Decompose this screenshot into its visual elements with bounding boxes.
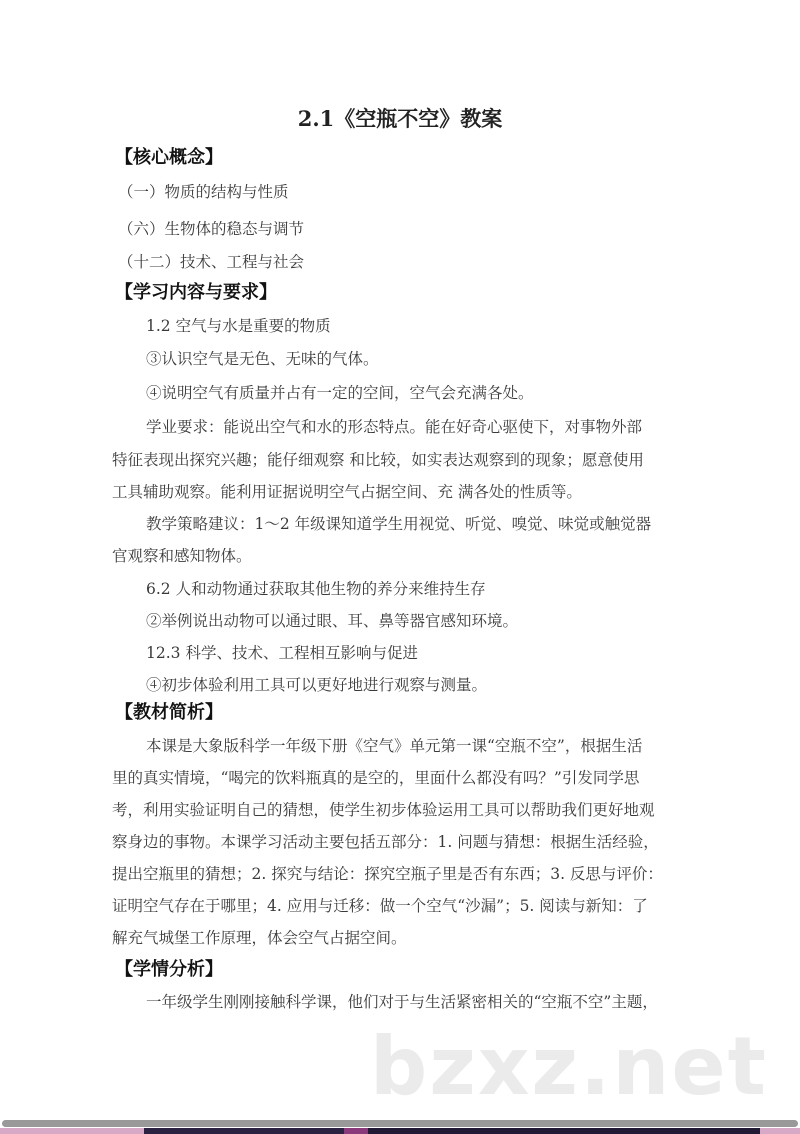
heading-learning-content: 【学习内容与要求】 xyxy=(115,282,277,303)
content-line: 教学策略建议：1～2 年级课知道学生用视觉、听觉、嗅觉、味觉或触觉器 xyxy=(146,515,652,533)
textbook-line: 提出空瓶里的猜想；2. 探究与结论：探究空瓶子里是否有东西；3. 反思与评价： xyxy=(112,865,663,883)
page-title: 2.1《空瓶不空》教案 xyxy=(297,106,503,131)
textbook-line: 里的真实情境，“喝完的饮料瓶真的是空的，里面什么都没有吗？”引发同学思 xyxy=(112,769,640,787)
textbook-line: 察身边的事物。本课学习活动主要包括五部分：1. 问题与猜想：根据生活经验， xyxy=(112,833,659,851)
content-line: 特征表现出探究兴趣；能仔细观察 和比较，如实表达观察到的现象；愿意使用 xyxy=(112,451,644,469)
content-line: ②举例说出动物可以通过眼、耳、鼻等器官感知环境。 xyxy=(146,612,519,630)
horizontal-scrollbar[interactable] xyxy=(2,1120,798,1127)
content-line: 6.2 人和动物通过获取其他生物的养分来维持生存 xyxy=(146,580,486,598)
student-line: 一年级学生刚刚接触科学课，他们对于与生活紧密相关的“空瓶不空”主题， xyxy=(146,993,658,1011)
textbook-line: 证明空气存在于哪里；4. 应用与迁移：做一个空气“沙漏”；5. 阅读与新知：了 xyxy=(112,897,648,915)
background-image-strip xyxy=(0,1128,800,1134)
textbook-line: 本课是大象版科学一年级下册《空气》单元第一课“空瓶不空”，根据生活 xyxy=(146,737,643,755)
content-line: 1.2 空气与水是重要的物质 xyxy=(146,317,331,335)
content-line: 官观察和感知物体。 xyxy=(112,547,252,565)
core-item: （六）生物体的稳态与调节 xyxy=(118,220,305,238)
core-item: （一）物质的结构与性质 xyxy=(118,183,289,201)
content-line: ④说明空气有质量并占有一定的空间，空气会充满各处。 xyxy=(146,384,534,402)
watermark: bzxz.net xyxy=(370,1020,768,1113)
heading-student-analysis: 【学情分析】 xyxy=(115,959,223,980)
content-line: 工具辅助观察。能利用证据说明空气占据空间、充 满各处的性质等。 xyxy=(112,483,582,501)
content-line: ③认识空气是无色、无味的气体。 xyxy=(146,350,379,368)
heading-textbook-analysis: 【教材简析】 xyxy=(115,702,223,723)
heading-core-concepts: 【核心概念】 xyxy=(115,147,223,168)
content-line: 12.3 科学、技术、工程相互影响与促进 xyxy=(146,644,418,662)
content-line: ④初步体验利用工具可以更好地进行观察与测量。 xyxy=(146,676,488,694)
textbook-line: 考，利用实验证明自己的猜想，使学生初步体验运用工具可以帮助我们更好地观 xyxy=(112,801,655,819)
core-item: （十二）技术、工程与社会 xyxy=(118,253,305,271)
content-line: 学业要求：能说出空气和水的形态特点。能在好奇心驱使下，对事物外部 xyxy=(146,418,643,436)
textbook-line: 解充气城堡工作原理，体会空气占据空间。 xyxy=(112,929,407,947)
